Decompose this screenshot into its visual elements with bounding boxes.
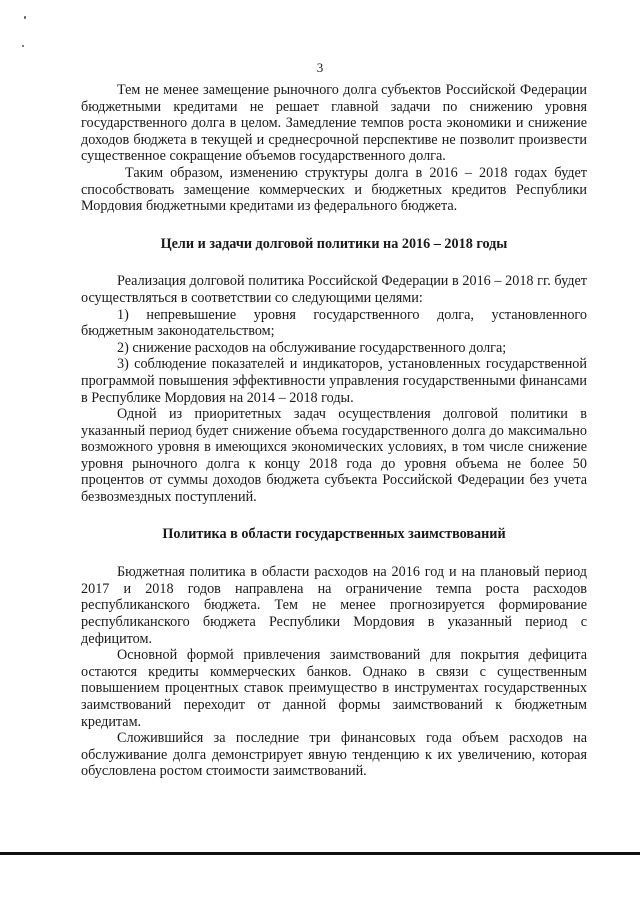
- list-item: 3) соблюдение показателей и индикаторов, установленных государственной программой повышения эффективности управления государственными финансами в Республике Мордовия на 2014 – 2018 годы.: [81, 356, 587, 406]
- scan-speck: [22, 45, 24, 47]
- paragraph: Сложившийся за последние три финансовых года объем расходов на обслуживание долга демонстрирует явную тенденцию к их увеличению, которая обусловлена ростом стоимости заимствований.: [81, 730, 587, 780]
- list-item: 1) непревышение уровня государственного долга, установленного бюджетным законодательством;: [81, 306, 587, 340]
- paragraph: Реализация долговой политика Российской Федерации в 2016 – 2018 гг. будет осуществляться в соответствии со следующими целями:: [81, 273, 587, 306]
- scan-speck: [24, 16, 26, 19]
- paragraph: Тем не менее замещение рыночного долга субъектов Российской Федерации бюджетными кредитами не решает главной задачи по снижению уровня государственного долга в целом. Замедление темпов роста экономики и снижение доходов бюджета в текущей и среднесрочной перспективе не позволит произвести существенное сокращение объемов государственного долга.: [81, 82, 587, 165]
- page-number: 3: [316, 60, 324, 75]
- paragraph: Основной формой привлечения заимствований для покрытия дефицита остаются кредиты коммерческих банков. Однако в связи с существенным повышением процентных ставок преимущество в инструментах государственных заимствований переходит от данной формы заимствований к бюджетным кредитам.: [81, 647, 587, 730]
- section-heading: Цели и задачи долговой политики на 2016 – 2018 годы: [160, 235, 508, 252]
- paragraph: Одной из приоритетных задач осуществления долговой политики в указанный период будет снижение объема государственного долга до максимально возможного уровня в имеющихся экономических условиях, в том числе снижение уровня рыночного долга к концу 2018 года до уровня объема не более 50 процентов от суммы доходов бюджета субъекта Российской Федерации без учета безвозмездных поступлений.: [81, 406, 587, 506]
- paragraph: Бюджетная политика в области расходов на 2016 год и на плановый период 2017 и 2018 годов направлена на ограничение темпа роста расходов республиканского бюджета. Тем не менее прогнозируется формирование республиканского бюджета Республики Мордовия в указанный период с дефицитом.: [81, 564, 587, 647]
- document-body: [81, 82, 587, 780]
- bottom-border-line: [0, 852, 640, 855]
- paragraph: Таким образом, изменению структуры долга в 2016 – 2018 годах будет способствовать замещение коммерческих и бюджетных кредитов Республики Мордовия бюджетными кредитами из федерального бюджета.: [81, 164, 587, 215]
- section-heading: Политика в области государственных заимствований: [162, 525, 506, 542]
- list-item: 2) снижение расходов на обслуживание государственного долга;: [117, 339, 507, 356]
